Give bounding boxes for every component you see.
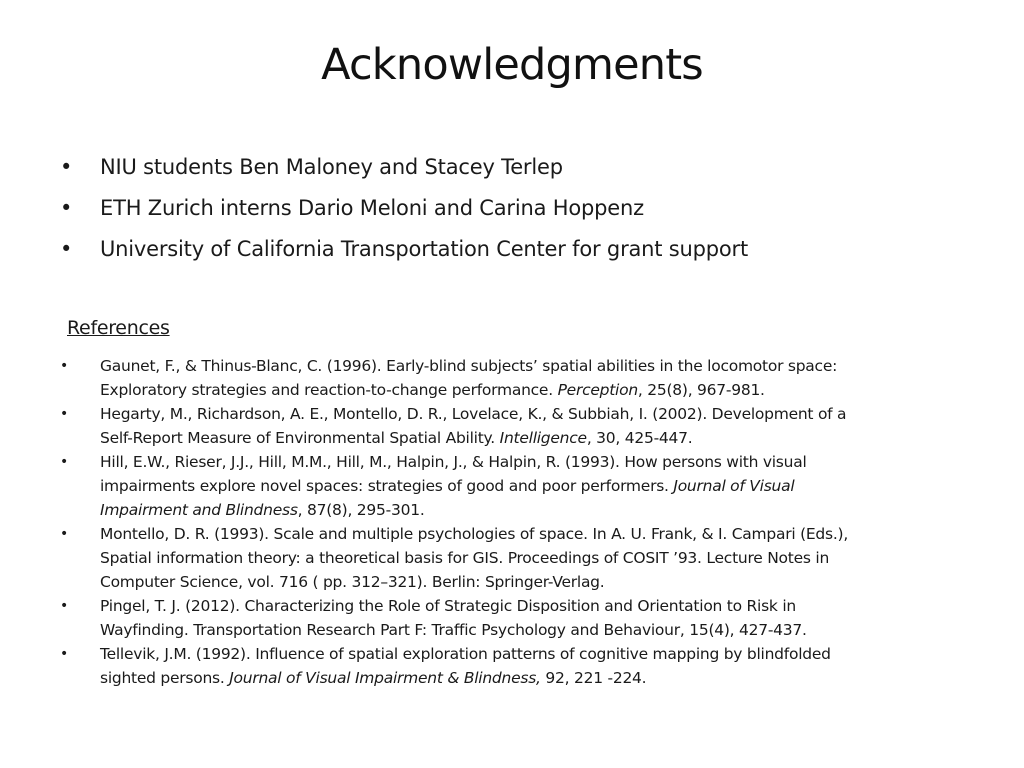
acknowledgment-text: NIU students Ben Maloney and Stacey Terlep	[100, 155, 563, 179]
reference-item	[60, 450, 980, 522]
reference-line	[100, 474, 980, 498]
reference-text: Wayfinding. Transportation Research Part F: Traffic Psychology and Behaviour, 15(4), 427-437.	[100, 621, 807, 639]
acknowledgment-item	[60, 194, 1000, 222]
bullet-icon: •	[60, 454, 69, 470]
reference-line	[100, 498, 980, 522]
reference-text: Hegarty, M., Richardson, A. E., Montello, D. R., Lovelace, K., & Subbiah, I. (2002). Development of a	[100, 405, 847, 423]
reference-text: , 30, 425-447.	[586, 429, 693, 447]
reference-line	[100, 594, 980, 618]
reference-line	[100, 402, 980, 426]
bullet-icon: •	[60, 406, 69, 422]
reference-line	[100, 426, 980, 450]
reference-item	[60, 594, 980, 642]
acknowledgments-list	[60, 153, 1000, 276]
acknowledgment-text: University of California Transportation Center for grant support	[100, 237, 749, 261]
reference-line	[100, 354, 980, 378]
bullet-icon: •	[60, 155, 73, 179]
reference-text: Montello, D. R. (1993). Scale and multiple psychologies of space. In A. U. Frank, & I. Campari (Eds.),	[100, 525, 848, 543]
reference-text: Pingel, T. J. (2012). Characterizing the Role of Strategic Disposition and Orientation to Risk in	[100, 597, 796, 615]
reference-line	[100, 618, 980, 642]
acknowledgment-text: ETH Zurich interns Dario Meloni and Carina Hoppenz	[100, 196, 644, 220]
reference-line	[100, 378, 980, 402]
bullet-icon: •	[60, 526, 69, 542]
acknowledgment-item	[60, 235, 1000, 263]
slide-title: Acknowledgments	[321, 40, 703, 90]
reference-italic-text: Impairment and Blindness	[100, 501, 298, 519]
reference-text: , 87(8), 295-301.	[297, 501, 425, 519]
bullet-icon: •	[60, 598, 69, 614]
reference-italic-text: Journal of Visual	[673, 477, 795, 495]
reference-text: Gaunet, F., & Thinus-Blanc, C. (1996). Early-blind subjects’ spatial abilities in the locomotor space:	[100, 357, 838, 375]
reference-line	[100, 522, 980, 546]
reference-text: Hill, E.W., Rieser, J.J., Hill, M.M., Hill, M., Halpin, J., & Halpin, R. (1993). How persons with visual	[100, 453, 807, 471]
reference-line	[100, 450, 980, 474]
reference-text: Exploratory strategies and reaction-to-change performance.	[100, 381, 558, 399]
reference-text: Self-Report Measure of Environmental Spatial Ability.	[100, 429, 500, 447]
bullet-icon: •	[60, 196, 73, 220]
reference-italic-text: Intelligence	[499, 429, 587, 447]
reference-line	[100, 570, 980, 594]
references-heading: References	[67, 317, 170, 339]
reference-line	[100, 666, 980, 690]
reference-line	[100, 546, 980, 570]
reference-text: Computer Science, vol. 716 ( pp. 312–321). Berlin: Springer-Verlag.	[100, 573, 605, 591]
reference-text: 92, 221 -224.	[540, 669, 647, 687]
reference-italic-text: Perception	[557, 381, 638, 399]
reference-text: Spatial information theory: a theoretical basis for GIS. Proceedings of COSIT ’93. Lecture Notes in	[100, 549, 830, 567]
reference-text: impairments explore novel spaces: strategies of good and poor performers.	[100, 477, 674, 495]
reference-item	[60, 354, 980, 402]
reference-item	[60, 402, 980, 450]
reference-italic-text: Journal of Visual Impairment & Blindness,	[229, 669, 541, 687]
reference-text: Tellevik, J.M. (1992). Influence of spatial exploration patterns of cognitive mapping by blindfolded	[100, 645, 831, 663]
reference-text: , 25(8), 967-981.	[637, 381, 765, 399]
reference-text: sighted persons.	[100, 669, 230, 687]
acknowledgment-item	[60, 153, 1000, 181]
reference-line	[100, 642, 980, 666]
bullet-icon: •	[60, 237, 73, 261]
reference-item	[60, 522, 980, 594]
bullet-icon: •	[60, 646, 69, 662]
bullet-icon: •	[60, 358, 69, 374]
references-list	[60, 354, 980, 690]
reference-item	[60, 642, 980, 690]
